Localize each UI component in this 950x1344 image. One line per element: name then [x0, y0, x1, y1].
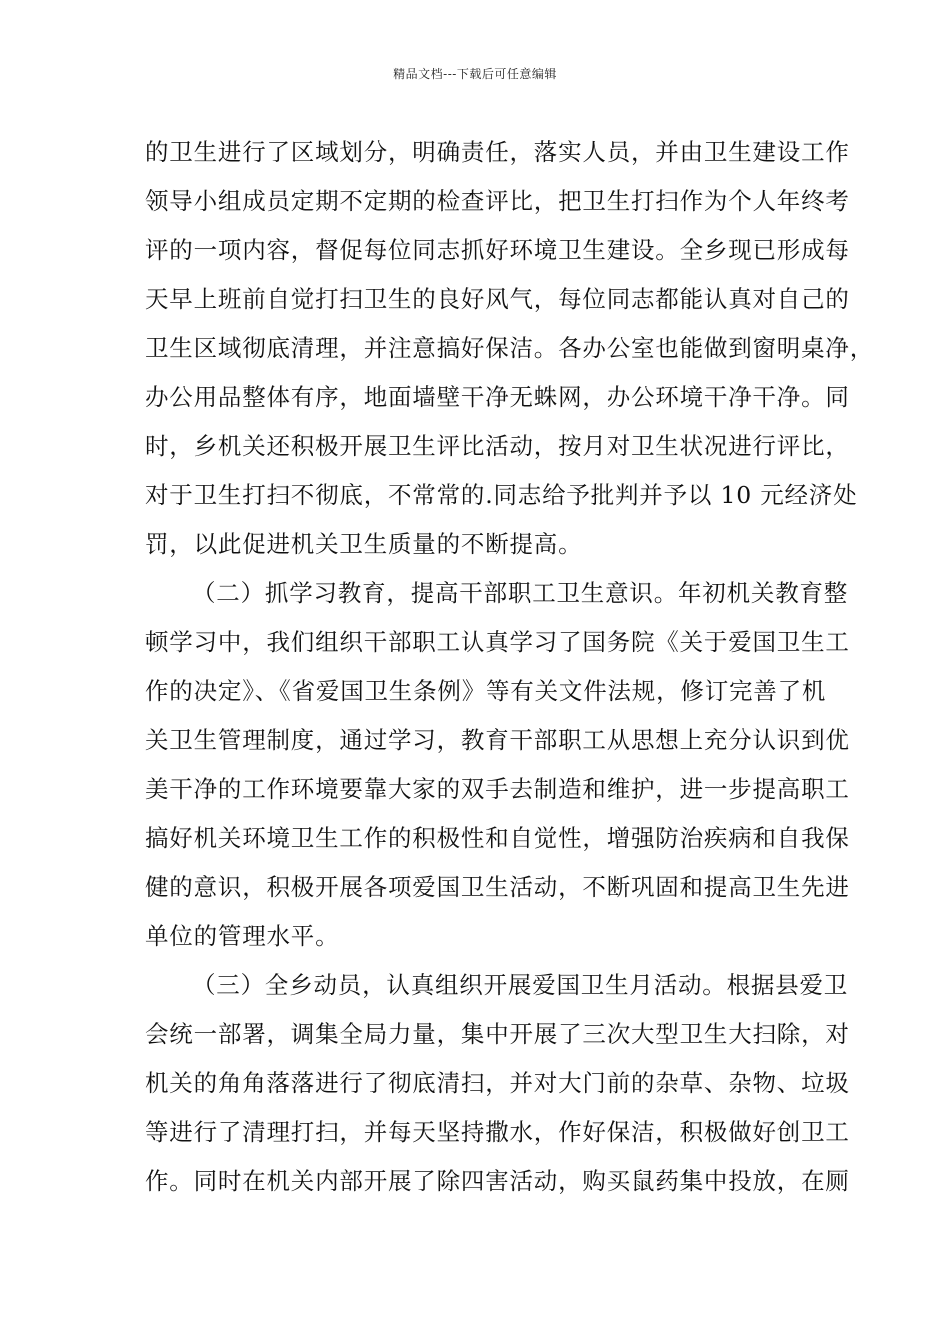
page-header: 精品文档---下载后可任意编辑 — [393, 67, 557, 81]
text-line: 机关的角角落落进行了彻底清扫，并对大门前的杂草、杂物、垃圾 — [145, 1069, 850, 1097]
text-line: 的卫生进行了区域划分，明确责任，落实人员，并由卫生建设工作 — [145, 138, 850, 166]
text-line: 作。同时在机关内部开展了除四害活动，购买鼠药集中投放，在厕 — [145, 1167, 850, 1195]
text-line: 搞好机关环境卫生工作的积极性和自觉性，增强防治疾病和自我保 — [145, 824, 850, 852]
text-line: 天早上班前自觉打扫卫生的良好风气，每位同志都能认真对自己的 — [145, 285, 850, 313]
text-line: 单位的管理水平。 — [145, 922, 340, 950]
text-line: 关卫生管理制度，通过学习，教育干部职工从思想上充分认识到优 — [145, 726, 850, 754]
paragraph-heading-2: （二）抓学习教育，提高干部职工卫生意识。年初机关教育整 — [192, 579, 849, 607]
text-line: 领导小组成员定期不定期的检查评比，把卫生打扫作为个人年终考 — [145, 187, 850, 215]
text-line: 美干净的工作环境要靠大家的双手去制造和维护，进一步提高职工 — [145, 775, 850, 803]
text-line: 办公用品整体有序，地面墙壁干净无蛛网，办公环境干净干净。同 — [145, 383, 850, 411]
text-line: 健的意识，积极开展各项爱国卫生活动，不断巩固和提高卫生先进 — [145, 873, 850, 901]
text-line: 会统一部署，调集全局力量，集中开展了三次大型卫生大扫除，对 — [145, 1020, 850, 1048]
text-line: 作的决定》、《省爱国卫生条例》等有关文件法规，修订完善了机 — [145, 677, 827, 705]
text-line: 等进行了清理打扫，并每天坚持撒水，作好保洁，积极做好创卫工 — [145, 1118, 850, 1146]
text-line: 罚，以此促进机关卫生质量的不断提高。 — [145, 530, 583, 558]
text-line: 卫生区域彻底清理，并注意搞好保洁。各办公室也能做到窗明桌净， — [145, 334, 874, 362]
body-text — [145, 128, 874, 1206]
text-line: 对于卫生打扫不彻底，不常常的.同志给予批判并予以 10 元经济处 — [145, 481, 858, 509]
text-line: 评的一项内容，督促每位同志抓好环境卫生建设。全乡现已形成每 — [145, 236, 850, 264]
text-line: 顿学习中，我们组织干部职工认真学习了国务院《关于爱国卫生工 — [145, 628, 850, 656]
paragraph-heading-3: （三）全乡动员，认真组织开展爱国卫生月活动。根据县爱卫 — [192, 971, 849, 999]
text-line: 时，乡机关还积极开展卫生评比活动，按月对卫生状况进行评比， — [145, 432, 850, 460]
